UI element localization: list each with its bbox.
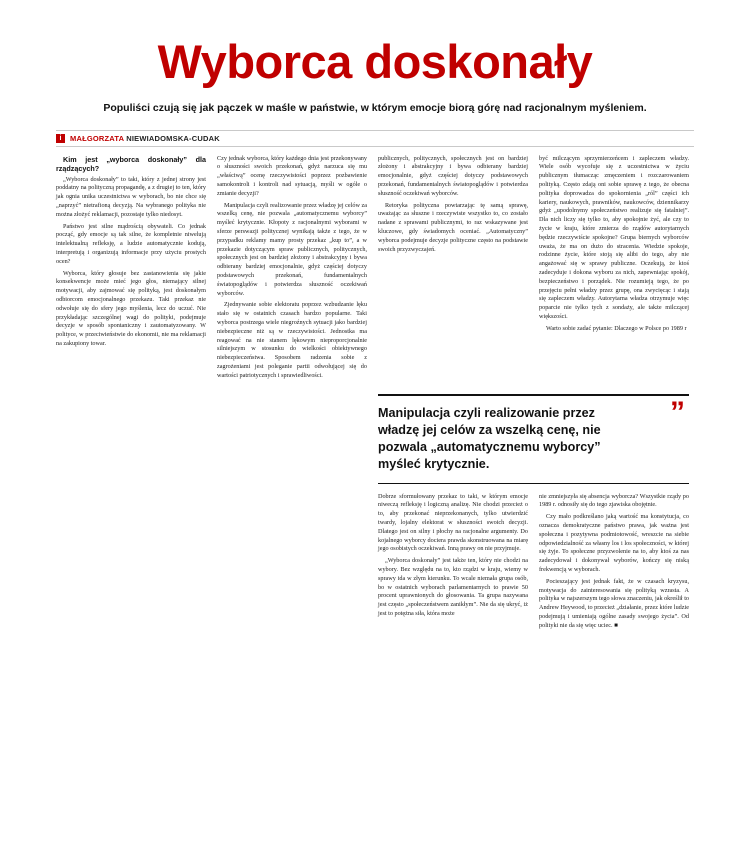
- column-2: [217, 155, 367, 384]
- pullquote-text: Manipulacja czyli realizowanie przez władzę jej celów za wszelką cenę, nie pozwala „automatycznemu wyborcy” myśleć krytycznie.: [378, 405, 601, 471]
- paragraph: Retoryka polityczna powtarzając tę samą sprawę, uważając za słuszne i rzeczywiste wszystko to, co zostało nadane z sprawami publicznymi, to raz wskazywane jest kluczowe, gdy świadomych oceniać. „Automatyczny” wyborca podejmuje decyzje polityczne często na podstawie swoich przyzwyczajeń.: [378, 201, 528, 253]
- article-body-top: [56, 155, 694, 384]
- column-4: [539, 155, 689, 337]
- byline: [56, 130, 694, 147]
- paragraph: Manipulacja czyli realizowanie przez władzę jej celów za wszelką cenę, nie pozwala „automatycznemu wyborcy” myśleć krytycznie. Kłopoty z racjonalnymi wyborami w sferze perswazji politycznej wynikają także z tego, że w przypadku reklamy mamy prosty przekaz „kup to”, a w przekazie dotyczącym spraw publicznych, politycznych, społecznych jest on bardziej złożony i abstrakcyjny i bywa odbierany bardziej emocjonalnie, gdyż częściej dotyczy podstawowych przekonań, fundamentalnych światopoglądów i potwierdza słuszność oczekiwań wyborców.: [217, 201, 367, 297]
- paragraph: być milczącym sprzymierzeńcem i zapleczem władzy. Wiele osób wycofuje się z uczestnictwa w życiu publicznym tłumacząc zmęczeniem i rozczarowaniem polityką. Często zdają oni sobie sprawę z tego, że obecna polityka doprowadza do spokornienia „ról” części ich kariery, naukowych, prawników, naukowców, dziennikarzy gdyż „upodolnymy społeczeństwo realizuje się fatalniej”. Dla nich liczy się tylko to, aby spokojnie żyć, ale czy to życie w kraju, które zmierza do rządów autorytarnych będzie rzeczywiście spokojne? Grupa biernych wyborców uważa, że ma on dużo do stracenia. Wiedzie spokoje, rodzinne życie, które stoją się alibi do tego, aby nie angażować się w sprawy publiczne. Oczekują, że ktoś zadecyduje i dokona wyboru za nich, zapewniając spokój, bezpieczeństwo i porządek. Nie rozumieją tego, że po przejęciu pełni władzy przez grupę, ona zwycięcąc i stają się zapleczem władzy. Autorytarna władza otrzymuje więc poparcie nie tylko tych z sondaży, ale także milczącej większości.: [539, 154, 689, 320]
- paragraph: Wyborca, który głosuje bez zastanowienia się jakie konsekwencje może mieć jego głos, niemający silnej motywacji, aby zajmować się polityką, jest doskonałym odbiorcom emocjonalnego przekazu. Taki przekaz nie odwołuje się do sfery jego myślenia, lecz do uczuć. Nie przykładając szczególnej wagi do polityki, podejmuje decyzje w sposób spontaniczny i zautomatyzowany. W polityce, w przeciwieństwie do ekonomii, nie ma reklamacji na zakupiony towar.: [56, 269, 206, 347]
- paragraph: Państwo jest silne mądrością obywateli. Co jednak począć, gdy emocje są tak silne, że kompletnie niwelują intelektualną refleksję, a ludzie automatycznie kodują, interpretują i organizują informacje przy użyciu prostych ocen?: [56, 222, 206, 265]
- article-deck: Populiści czują się jak pączek w maśle w państwie, w którym emocje biorą górę nad racjonalnym myśleniem.: [103, 102, 647, 114]
- page-title: Wyborca doskonały: [157, 35, 593, 88]
- byline-author: [70, 134, 220, 143]
- newspaper-page: [0, 35, 750, 849]
- pullquote-and-columns: [378, 394, 689, 634]
- paragraph: nie zmniejszyła się absencja wyborcza? Wszystkie rządy po 1989 r. odnosiły się do tego zjawiska obojętnie.: [539, 492, 689, 509]
- bottom-columns: [378, 493, 689, 634]
- column-3: [378, 155, 528, 258]
- byline-first-name: MAŁGORZATA: [70, 133, 124, 143]
- paragraph: publicznych, politycznych, społecznych jest on bardziej złożony i abstrakcyjny i bywa odbierany bardziej emocjonalnie, gdyż częściej dotyczy podstawowych przekonań, fundamentalnych światopoglądów i potwierdza słuszność oczekiwań wyborców.: [378, 154, 528, 197]
- paragraph: Zjednywanie sobie elektoratu poprzez wzbudzanie lęku stało się w ostatnich czasach bardzo popularne. Taki wyborca postrzega wiele niegroźnych sytuacji jako bardziej niebezpieczne niż są w rzeczywistości. Jednostka ma reagować na nie stanem lękowym nieproporcjonalnie silniejszym w stosunku do wielkości obiektywnego niebezpieczeństwa. Sposobem radzenia sobie z zagrożeniami jest poleganie partii odwołującej się do wartości patriotycznych i sprawiedliwości.: [217, 301, 367, 379]
- paragraph: Warto sobie zadać pytanie: Dlaczego w Polsce po 1989 r: [546, 324, 687, 332]
- column-bottom-2: [539, 493, 689, 634]
- byline-last-name: NIEWIADOMSKA-CUDAK: [126, 133, 220, 143]
- paragraph: Czy jednak wyborca, który każdego dnia jest przekonywany o słuszności swoich przekonań, gdyż narzuca się mu „właściwą” ocenę rzeczywistości poprzez pozbawienie samokontroli i kontroli nad sytuacją, myśli w ogóle o zmianie decyzji?: [217, 154, 367, 197]
- paragraph: Czy mało podkreślano jaką wartość ma konstytucja, co oznacza demokratyczne państwo prawa, jak ważna jest społeczna i pozytywna podmiotowość, wreszcie na siebie odpowiedzialność za własny los i los społeczności, w której się żyje. To społeczne przyzwolenie na to, aby ktoś za nas zadecydował i dokonywał wyborów, kończy się niską frekwencją w wyborach.: [539, 513, 689, 573]
- subheading: Kim jest „wyborca doskonały” dla rządzących?: [56, 154, 206, 173]
- column-1: [56, 155, 206, 352]
- article-body-bottom: [56, 394, 694, 634]
- paragraph: „Wyborca doskonały” jest także ten, który nie chodzi na wybory. Bez względu na to, kto rządzi w kraju, wiemy w sprawy ida w złym kierunku. To wcale niemała grupa osób, bo w ostatnich wyborach parlamentarnych to prawie 50 procent uprawnionych do głosowania. Ta grupa nazywana jest często „społeczeństwem zanikłym”. Nie da się ukryć, iż jest to potężna siła, która może: [378, 557, 528, 617]
- quote-mark-icon: ”: [670, 395, 685, 429]
- paragraph: Pocieszający jest jednak fakt, że w czasach kryzysu, motywacja do zainteresowania się polityką wzrasta. A polityka w najszerszym tego słowa znaczeniu, jak określił to Andrew Heywood, to przecież „działanie, przez które ludzie podejmują i umieniają ogólne zasady swojego życia”. Od polityki nie da się więc uciec. ■: [539, 577, 690, 629]
- byline-marker-icon: i: [56, 134, 65, 143]
- paragraph: Dobrze sformułowany przekaz to taki, w którym emocje niweczą refleksję i logiczną analizę. Nie chodzi przecież o to, aby przekonać nieprzekonanych, tylko utwierdzić twardy, lojalny elektorat w słuszności swoich decyzji. Dlatego jest on silny i płochy na racjonalne argumenty. Do kojalnego wyborcy dociera prawda skonstruowana na miarę jego osobistych oczekiwań. Inną prawy on nie przyjmuje.: [378, 492, 528, 553]
- column-bottom-1: [378, 493, 528, 622]
- pullquote: [378, 394, 689, 484]
- paragraph: „Wyborca doskonały” to taki, który z jednej strony jest poddatny na polityczną propagandę, a z drugiej to ten, który jak ognia unika uczestnictwa w wyborach, bo nie chce się „naprzyć” nietrafioną decyzją. Na wybranego polityka nie można złożyć reklamacji, pozostaje tylko niedosyt.: [56, 175, 206, 218]
